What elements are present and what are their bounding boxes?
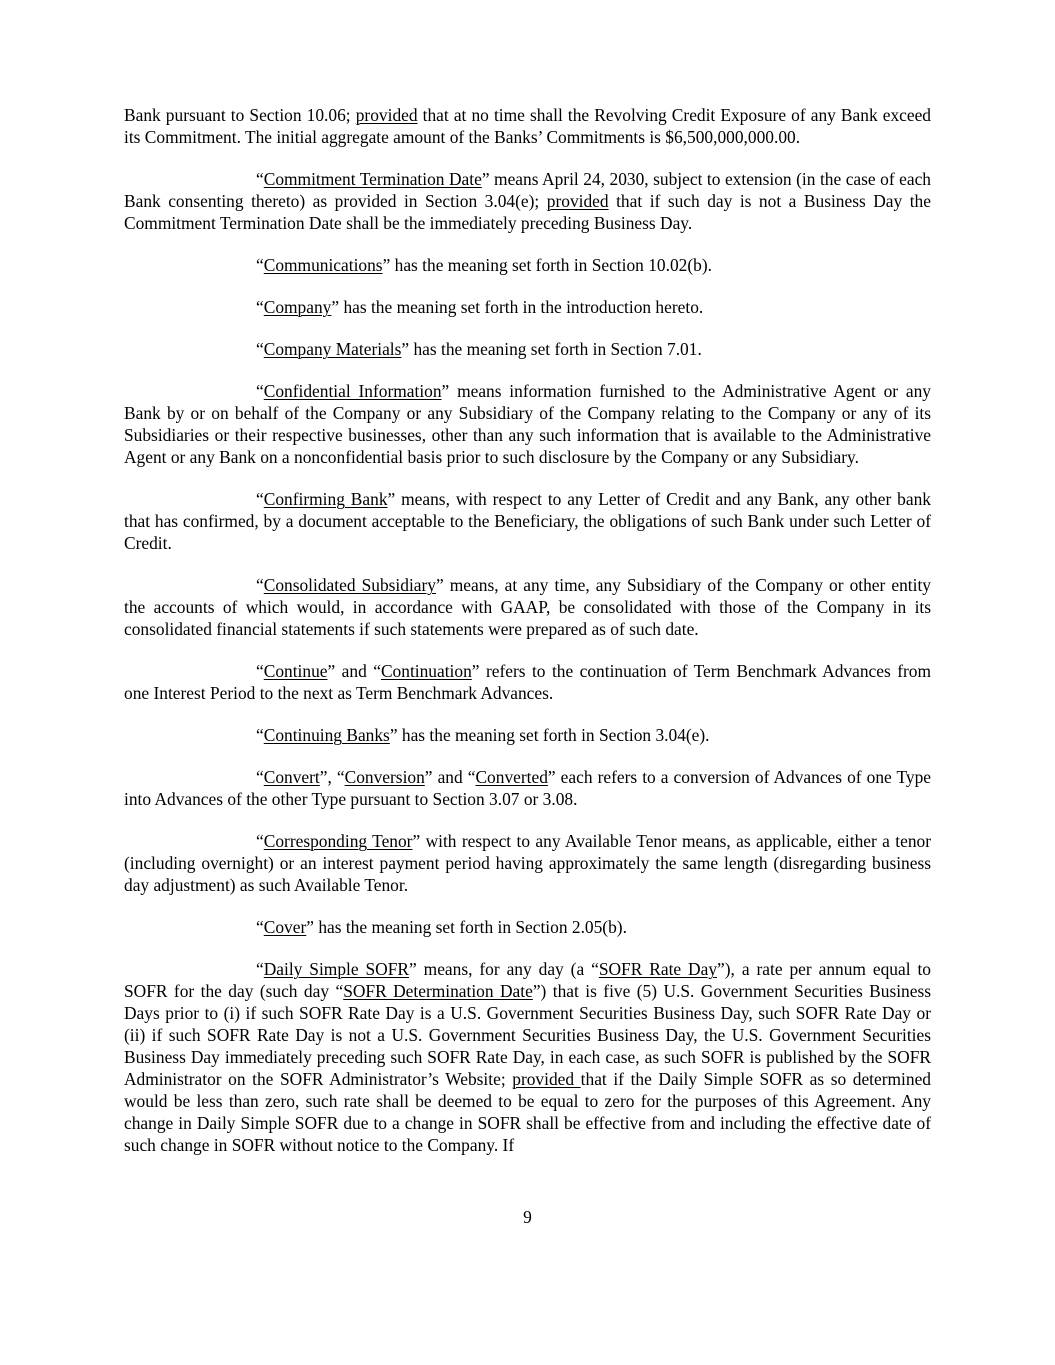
paragraph-text: that if the Daily Simple SOFR as so determined would be less than zero, such rate shall be deemed to be equal to zero for the purposes of this Agreement. Any change in Daily Simple SOFR due to a change in SOFR shall be effective from and including the effective date of such change in SOFR without notice to the Company. If <box>124 1069 931 1155</box>
paragraph-text: “ <box>256 339 264 359</box>
paragraph-text: ” means, with respect to any Letter of Credit and any Bank, any other bank that has confirmed, by a document acceptable to the Beneficiary, the obligations of such Bank under such Letter of Credit. <box>124 489 931 553</box>
paragraph-text: that if such day is not a Business Day the Commitment Termination Date shall be the immediately preceding Business Day. <box>124 191 931 233</box>
defined-term: Corresponding Tenor <box>263 831 413 851</box>
paragraph-text: ” means information furnished to the Administrative Agent or any Bank by or on behalf of the Company or any Subsidiary of the Company relating to the Company or any of its Subsidiaries or their respective businesses, other than any such information that is available to the Administrative Agent or any Bank on a nonconfidential basis prior to such disclosure by the Company or any Subsidiary. <box>124 381 931 467</box>
paragraph-text: ” refers to the continuation of Term Benchmark Advances from one Interest Period to the next as Term Benchmark Advances. <box>124 661 932 703</box>
paragraph <box>124 338 931 360</box>
paragraph-text: “ <box>256 767 264 787</box>
paragraph-text: ”) that is five (5) U.S. Government Securities Business Days prior to (i) if such SOFR Rate Day is a U.S. Government Securities Business Day, such SOFR Rate Day or (ii) if such SOFR Rate Day is not a U.S. Government Securities Business Day, the U.S. Government Securities Business Day immediately preceding such SOFR Rate Day, in each case, as such SOFR is published by the SOFR Administrator on the SOFR Administrator’s Website; <box>124 981 932 1089</box>
defined-term: Company <box>263 297 332 317</box>
paragraph-text: “ <box>256 831 264 851</box>
defined-term: Cover <box>263 917 307 937</box>
defined-term: provided <box>355 105 418 125</box>
paragraph-text: ” means April 24, 2030, subject to extension (in the case of each Bank consenting thereto) as provided in Section 3.04(e); <box>124 169 931 211</box>
defined-term: provided <box>546 191 609 211</box>
paragraph <box>124 168 931 234</box>
defined-term: Confirming Bank <box>263 489 388 509</box>
defined-term: Converted <box>475 767 548 787</box>
defined-term: Continue <box>263 661 328 681</box>
defined-term: Confidential Information <box>263 381 442 401</box>
paragraph <box>124 380 931 468</box>
defined-term: Company Materials <box>263 339 402 359</box>
paragraph-text: Bank pursuant to Section 10.06; <box>124 105 356 125</box>
paragraph <box>124 254 931 276</box>
paragraph-text: ” has the meaning set forth in Section 7.01. <box>401 339 702 359</box>
defined-term: Consolidated Subsidiary <box>263 575 436 595</box>
defined-term: Commitment Termination Date <box>263 169 482 189</box>
defined-term: Continuing Banks <box>263 725 390 745</box>
paragraph <box>124 830 931 896</box>
paragraph-text: ” has the meaning set forth in Section 3.04(e). <box>389 725 710 745</box>
defined-term: Daily Simple SOFR <box>263 959 410 979</box>
defined-term: Conversion <box>344 767 425 787</box>
paragraph <box>124 724 931 746</box>
paragraph-text: “ <box>256 489 264 509</box>
defined-term: SOFR Determination Date <box>343 981 533 1001</box>
defined-term: SOFR Rate Day <box>598 959 718 979</box>
page-number: 9 <box>523 1207 532 1227</box>
defined-term: provided <box>512 1069 581 1089</box>
paragraph-text: ”, “ <box>319 767 345 787</box>
paragraph <box>124 958 931 1156</box>
paragraph <box>124 916 931 938</box>
paragraph-text: ”), a rate per annum equal to SOFR for the day (such day “ <box>124 959 931 1001</box>
paragraph-text: “ <box>256 917 264 937</box>
defined-term: Continuation <box>380 661 472 681</box>
paragraph-text: ” has the meaning set forth in Section 10.02(b). <box>382 255 712 275</box>
paragraph-text: ” with respect to any Available Tenor means, as applicable, either a tenor (including overnight) or an interest payment period having approximately the same length (disregarding business day adjustment) as such Available Tenor. <box>124 831 931 895</box>
paragraph <box>124 296 931 318</box>
paragraph-text: that at no time shall the Revolving Credit Exposure of any Bank exceed its Commitment. The initial aggregate amount of the Banks’ Commitments is $6,500,000,000.00. <box>124 105 931 147</box>
paragraph-text: “ <box>256 959 264 979</box>
document-body <box>124 104 931 1156</box>
paragraph <box>124 488 931 554</box>
defined-term: Convert <box>263 767 320 787</box>
paragraph <box>124 574 931 640</box>
paragraph-text: “ <box>256 575 264 595</box>
paragraph-text: ” means, for any day (a “ <box>409 959 599 979</box>
paragraph <box>124 660 931 704</box>
defined-term: Communications <box>263 255 383 275</box>
paragraph-text: ” each refers to a conversion of Advances of one Type into Advances of the other Type pursuant to Section 3.07 or 3.08. <box>124 767 931 809</box>
paragraph-text: ” has the meaning set forth in the introduction hereto. <box>331 297 704 317</box>
paragraph <box>124 766 931 810</box>
paragraph-text: ” and “ <box>424 767 476 787</box>
paragraph-text: ” and “ <box>327 661 381 681</box>
paragraph-text: “ <box>256 381 264 401</box>
paragraph-text: “ <box>256 725 264 745</box>
paragraph-text: ” means, at any time, any Subsidiary of the Company or other entity the accounts of which would, in accordance with GAAP, be consolidated with those of the Company in its consolidated financial statements if such statements were prepared as of such date. <box>124 575 931 639</box>
document-page <box>124 104 931 1176</box>
paragraph-text: “ <box>256 255 264 275</box>
paragraph-text: “ <box>256 661 264 681</box>
paragraph-text: “ <box>256 297 264 317</box>
paragraph-text: “ <box>256 169 264 189</box>
paragraph <box>124 104 931 148</box>
paragraph-text: ” has the meaning set forth in Section 2.05(b). <box>306 917 627 937</box>
